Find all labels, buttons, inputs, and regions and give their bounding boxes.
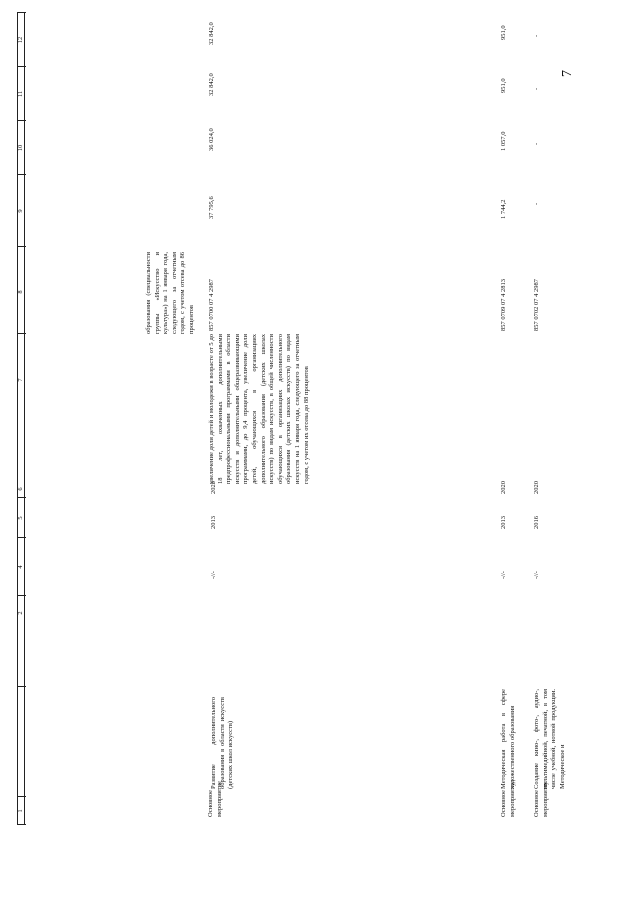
row-value-col9: 37 795,6: [208, 196, 215, 219]
row-name: Развитие дополнительного образования в области искусств (детских школ искусств): [210, 697, 235, 789]
column-divider: [17, 824, 26, 825]
page-number: 7: [560, 70, 575, 77]
row-executor: -//-: [210, 571, 217, 579]
row-end-year: 2020: [210, 481, 217, 494]
row-budget-code: 857 0702 07 4 2987: [533, 279, 540, 331]
column-divider: [17, 686, 26, 687]
row-result-text: увеличение доли детей и молодежи в возрасте от 5 до 18 лет, охваченных дополнительными предпрофессиональными программами в области искусств и дополнительными общеразвивающими программами, до 9,4 процента, увеличение доли детей, обучающихся в организациях дополнительного образования (детских школах искусств) по видам искусств, в общей численности обучающихся в организациях дополнительного образования (детских школах искусств) по видам искусств на 1 января года, следующего за отчетным годом, с учетом их отсева до 88 процентов: [208, 334, 310, 484]
row-value-col10: 36 024,0: [208, 128, 215, 151]
row-type: Основное мероприятие: [207, 781, 223, 817]
column-number: 10: [17, 144, 24, 152]
row-end-year: 2020: [500, 481, 507, 494]
row-value-col9: 1 744,2: [500, 199, 507, 219]
table-top-rule: [17, 13, 18, 825]
column-divider: [17, 12, 26, 13]
row-value-col11: -: [533, 87, 540, 90]
row-budget-code: 857 0709 07 4 2813: [500, 279, 507, 331]
column-number: 8: [17, 290, 24, 294]
row-name: Методическая работа в сфере художественного образования: [500, 689, 516, 789]
row-value-col10: -: [533, 142, 540, 145]
column-divider: [17, 66, 26, 67]
column-divider: [17, 595, 26, 596]
column-divider: [17, 333, 26, 334]
row-type: Основное мероприятие: [533, 781, 549, 817]
row-end-year: 2020: [533, 481, 540, 494]
row-start-year: 2013: [210, 516, 217, 529]
row-value-col12: 32 842,0: [208, 22, 215, 45]
row-executor: -//-: [500, 571, 507, 579]
column-number: 1: [17, 809, 24, 813]
column-number: 5: [17, 516, 24, 520]
column-divider: [17, 537, 26, 538]
continued-result-text: образования (специальности группы «Искусство и культура») на 1 января года, следующего за отчетным годом, с учетом отсева до 86 процентов: [145, 252, 195, 334]
column-divider: [17, 246, 26, 247]
column-number: 2: [17, 611, 24, 615]
column-divider: [17, 120, 26, 121]
column-number: 7: [17, 378, 24, 382]
row-value-col9: -: [533, 202, 540, 205]
column-divider: [17, 174, 26, 175]
row-value-col11: 951,0: [500, 78, 507, 93]
row-value-col10: 1 057,0: [500, 131, 507, 151]
row-value-col12: 951,0: [500, 25, 507, 40]
row-value-col11: 32 842,0: [208, 73, 215, 96]
row-name: Создание кино-, фото-, аудио-, мультимедийной, печатной, в том числе учебной, нотной продукции. Методическое и: [533, 689, 566, 789]
column-number: 11: [17, 90, 24, 98]
row-budget-code: 857 0700 07 4 2987: [208, 279, 215, 331]
column-number: 6: [17, 487, 24, 491]
column-divider: [17, 796, 26, 797]
row-value-col12: -: [533, 34, 540, 37]
row-start-year: 2016: [533, 516, 540, 529]
row-start-year: 2013: [500, 516, 507, 529]
row-type: Основное мероприятие: [500, 781, 516, 817]
column-number: 4: [17, 565, 24, 569]
row-executor: -//-: [533, 571, 540, 579]
header-row-rule: [24, 13, 25, 825]
column-number: 9: [17, 209, 24, 213]
column-number: 12: [17, 36, 24, 44]
